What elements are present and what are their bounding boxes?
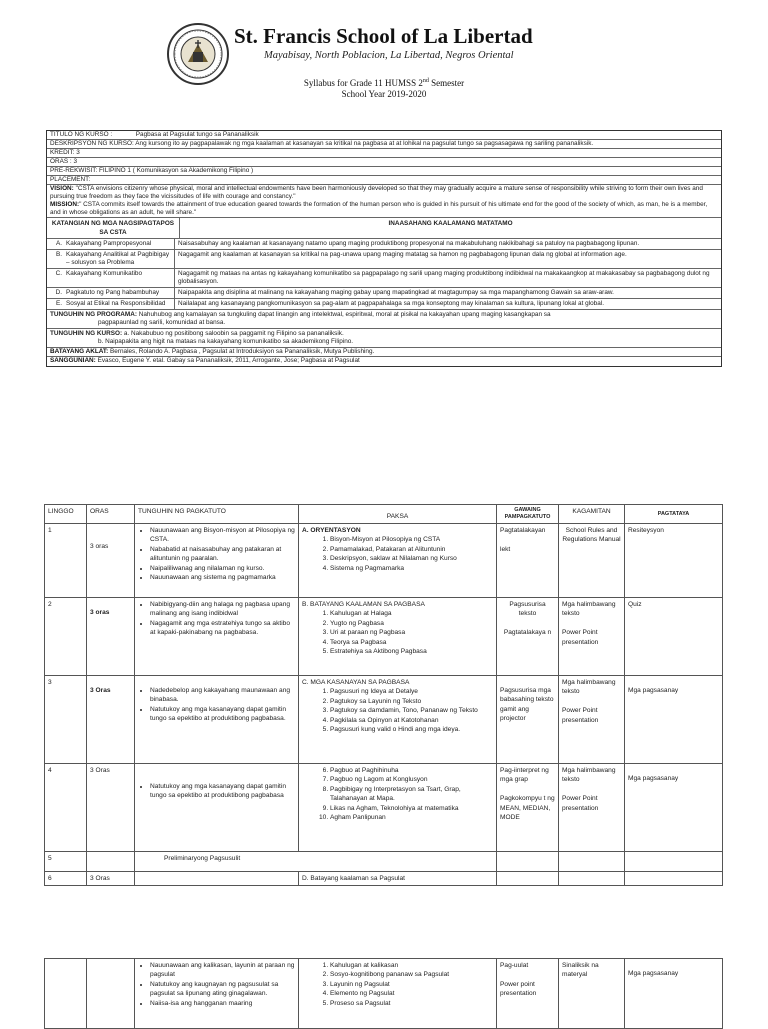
inaasahan-header: INAASAHANG KAALAMANG MATATAMO [388,220,513,227]
paksa-item: 3. Pagtukoy sa damdamin, Tono, Pananaw ng Teksto [330,706,493,715]
oras-cell: 3 Oras [87,872,135,886]
katangian-row [47,288,721,299]
paksa-cell [299,598,497,676]
pagtataya-value: Mga pagsasanay [628,687,679,694]
paksa-item: 3. Layunin ng Pagsulat [330,980,493,989]
oras-cell [87,524,135,598]
linggo-cell: 1 [45,524,87,598]
katangian-label: Kakayahang Pampropesyonal [66,240,152,247]
katangian-header-row [47,218,721,239]
schedule-row [45,598,723,676]
titulo-label: TITULO NG KURSO : [50,131,113,138]
paksa-item: 2. Sosyo-kognitibong pananaw sa Pagsulat [330,970,493,979]
gawain-value: Pagsusurisa mga babasahing teksto gamit ang projector [500,687,554,723]
katangian-label: Kakayahang Analitikal at Pagbibigay – solusyon sa Problema [66,251,170,266]
deskripsyon-value: Ang kursong ito ay pagpapalawak ng mga kaalaman at kasanayan sa kritikal na pagbasa at at lohikal na pagsulat tungo sa pagsasagawa ng sariling pananaliksik. [135,140,594,147]
katangian-letter: B. [55,251,62,258]
paksa-item: 6. Pagbuo at Paghihinuha [330,766,493,775]
prelim-cell [135,852,497,872]
pagtataya-cell: Quiz [625,598,723,676]
paksa-cell [299,764,497,852]
batayang-aklat-value: Bernales, Rolando A. Pagbasa , Pagsulat at Introduksiyon sa Pananaliksik, Mutya Publishing. [110,348,375,355]
tunguhin-item: • Nauunawaan ang kalikasan, layunin at paraan ng pagsulat [150,961,295,980]
schedule-row [45,676,723,764]
kagamitan-header: KAGAMITAN [559,505,625,524]
tunguhin-item: • Nabibigyang-diin ang halaga ng pagbasa upang malinang ang isang indibidwal [150,600,295,619]
paksa-item: 4. Sistema ng Pagmamarka [330,564,493,573]
oras-cell [87,676,135,764]
paksa-item: 2. Yugto ng Pagbasa [330,619,493,628]
tunguhin-item: • Nauunawaan ang Bisyon-misyon at Pilosopiya ng CSTA. [150,526,295,545]
kagamitan-cell [559,852,625,872]
prerekwisit-label: PRE-REKWISIT: [50,167,98,174]
paksa-item: 9. Likas na Agham, Teknolohiya at matematika [330,804,493,813]
katangian-letter: D. [55,289,62,296]
tunguhin-kurso-label: TUNGUHIN NG KURSO: [50,330,123,337]
oras-cell [87,852,135,872]
placement-row: PLACEMENT: [47,176,721,185]
tunguhin-programa-line: Nahuhubog ang kamalayan sa tungkuling dapat linangin ang intelektwal, espiritwal, moral at pisikal na kakayahan upang maging kasangkapan sa [138,311,551,318]
tunguhin-programa-line: pagpapaunlad ng sarili, komunidad at bansa. [98,319,226,326]
tunguhin-cell [135,524,299,598]
katangian-row [47,239,721,250]
katangian-row [47,250,721,269]
pagtataya-header: PAGTATAYA [625,505,723,524]
linggo-cell [45,959,87,1029]
paksa-item: 10. Agham Panlipunan [330,813,493,822]
tunguhin-item: • Natutukoy ang kaugnayan ng pagsusulat sa pagsulat sa lipunang ating ginagalawan. [150,980,295,999]
tunguhin-item: • Naipaliliwanag ang nilalaman ng kurso. [150,564,295,573]
tunguhin-cell [135,676,299,764]
sanggunian-row [47,357,721,366]
paksa-item: 4. Teorya sa Pagbasa [330,638,493,647]
inaasahan-text: Naisasabuhay ang kaalaman at kasanayang natamo upang maging produktibong propesyonal na makabuluhang nakikibahagi sa patuloy na pagbabagong lipunan. [178,240,640,247]
oras-cell [87,598,135,676]
mission-text [50,201,718,217]
paksa-heading: B. BATAYANG KAALAMAN SA PAGBASA [302,601,425,608]
schedule-row [45,872,723,886]
tunguhin-cell [135,598,299,676]
pagtataya-cell [625,676,723,764]
tunguhin-kurso-line: b. Naipapakita ang higit na mataas na kakayahang komunikatibo sa akademikong Filipino. [98,338,354,345]
paksa-cell: D. Batayang kaalaman sa Pagsulat [299,872,497,886]
schedule-row [45,524,723,598]
paksa-header: PAKSA [299,505,497,524]
sanggunian-label: SANGGUNIAN: [50,357,96,364]
vision-label: VISION: [50,185,74,192]
inaasahan-text: Naipapakita ang disiplina at malinang na kakayahang maging gabay upang mapatingkad at magtagumpay sa mga mapanghamong Gawain sa araw-araw. [178,289,614,296]
paksa-item: 3. Uri at paraan ng Pagbasa [330,628,493,637]
gawain-cell: Pag-iinterpret ng mga grap Pagkokompyu t ng MEAN, MEDIAN, MODE [497,764,559,852]
katangian-list [47,239,721,310]
school-address: Mayabisay, North Poblacion, La Libertad, Negros Oriental [264,50,514,61]
schedule-table [44,504,723,886]
linggo-cell: 3 [45,676,87,764]
linggo-header: LINGGO [45,505,87,524]
pagtataya-value: Mga pagsasanay [628,970,679,977]
tunguhin-item: • Nadedebelop ang kakayahang maunawaan ang binabasa. [150,686,295,705]
tunguhin-cell [135,764,299,852]
paksa-item: 7. Pagbuo ng Lagom at Konglusyon [330,775,493,784]
schedule-continuation-table [44,958,723,1029]
kagamitan-cell: School Rules and Regulations Manual [559,524,625,598]
linggo-cell: 5 [45,852,87,872]
paksa-item: 4. Elemento ng Pagsulat [330,989,493,998]
paksa-heading: A. ORYENTASYON [302,527,361,534]
deskripsyon-label: DESKRIPSYON NG KURSO: [50,140,134,147]
syllabus-title-suffix: Semester [428,78,465,88]
tunguhin-item: • Naiisa-isa ang hangganan maaring [150,999,295,1008]
gawain-cell: Pagtatalakayan lekt [497,524,559,598]
tunguhin-cell [135,872,299,886]
schedule-header-row [45,505,723,524]
pagtataya-value: Mga pagsasanay [628,775,679,782]
kagamitan-cell: Mga halimbawang teksto Power Point presentation [559,764,625,852]
pagtataya-cell [625,764,723,852]
inaasahan-text: Nailalapat ang kasanayang pangkomunikasyon sa pag-alam at pagpapahalaga sa mga konseptong may kinalaman sa kultura, lipunang lokal at global. [178,300,604,307]
katangian-letter: E. [55,300,62,307]
tunguhin-cell [135,959,299,1029]
oras-row: ORAS : 3 [47,158,721,167]
school-seal-logo [166,22,230,86]
school-year: School Year 2019-2020 [341,89,427,99]
paksa-cell [299,676,497,764]
paksa-item: 1. Bisyon-Misyon at Pilosopiya ng CSTA [330,535,493,544]
oras-value: 3 oras [90,609,110,616]
paksa-item: 5. Estratehiya sa Aktibong Pagbasa [330,647,493,656]
titulo-value: Pagbasa at Pagsulat tungo sa Pananaliksik [135,131,259,138]
gawain-cell [497,676,559,764]
gawain-cell: Pag-uulat Power point presentation [497,959,559,1029]
paksa-item: 5. Proseso sa Pagsulat [330,999,493,1008]
katangian-letter: A. [55,240,62,247]
prerekwisit-value: FILIPINO 1 ( Komunikasyon sa Akademikong Filipino ) [99,167,254,174]
inaasahan-text: Nagagamit ng mataas na antas ng kakayahang komunikatibo sa pagpapalago ng sarili upang maging produktibong indibidwal na makakaangkop at makakasabay sa pagbabagong dulot ng globalisasyon. [178,270,710,285]
tunguhin-programa-row [47,310,721,329]
syllabus-title-sup: nd [422,78,429,84]
gawain-cell [497,852,559,872]
tunguhin-header: TUNGUHIN NG PAGKATUTO [135,505,299,524]
paksa-cell [299,959,497,1029]
vision-text [50,185,718,201]
katangian-label: Sosyal at Etikal na Responsibilidad [66,300,166,307]
vision-mission-row [47,185,721,218]
paksa-cell [299,524,497,598]
course-info-table [46,130,722,367]
tunguhin-item: • Natutukoy ang mga kasanayang dapat gamitin tungo sa epektibo at produktibong pagbabasa [150,782,295,801]
schedule-row [45,959,723,1029]
paksa-item: 3. Deskripsyon, saklaw at Nilalaman ng Kurso [330,554,493,563]
oras-value: 3 oras [90,543,109,550]
batayang-aklat-label: BATAYANG AKLAT: [50,348,109,355]
inaasahan-text: Nagagamit ang kaalaman at kasanayan sa kritikal na pag-unawa upang maging matatag sa hamon ng pagbabagong lipunan dala ng global at information age. [178,251,627,258]
tunguhin-item: • Nagagamit ang mga estratehiya tungo sa aktibo at kapaki-pakinabang na pagbabasa. [150,619,295,638]
katangian-header: KATANGIAN NG MGA NAGSIPAGTAPOS SA CSTA [47,218,180,238]
pagtataya-cell [625,959,723,1029]
gawain-cell [497,872,559,886]
katangian-label: Kakayahang Komunikatibo [66,270,143,277]
oras-value: 3 Oras [90,687,111,694]
syllabus-title-text: Syllabus for Grade 11 HUMSS 2 [303,78,423,88]
tunguhin-kurso-row [47,329,721,348]
vision-value: "CSTA envisions citizenry whose physical, moral and intellectual endowments have been harmoniously developed so that they may gradually acquire a mature sense of responsibility while striving to form their own lives and pursuing true freedom as they face the vicissitudes of life with courage and constancy." [50,185,703,200]
katangian-letter: C. [55,270,62,277]
tunguhin-item: • Natutukoy ang mga kasanayang dapat gamitin tungo sa epektibo at produktibong pagbabasa. [150,705,295,724]
titulo-row [47,131,721,140]
linggo-cell: 2 [45,598,87,676]
katangian-row [47,299,721,310]
paksa-item: 8. Pagbibigay ng Interpretasyon sa Tsart, Grap, Talahanayan at Mapa. [330,785,493,804]
prerekwisit-row [47,167,721,176]
schedule-row [45,764,723,852]
paksa-item: 2. Pagtukoy sa Layunin ng Teksto [330,697,493,706]
paksa-item: 4. Pagkilala sa Opinyon at Katotohanan [330,716,493,725]
linggo-cell: 6 [45,872,87,886]
tunguhin-item: • Nauunawaan ang sistema ng pagmamarka [150,573,295,582]
kagamitan-cell: Sinaliksik na materyal [559,959,625,1029]
paksa-heading: C. MGA KASANAYAN SA PAGBASA [302,679,410,686]
pagtataya-cell: Resiteysyon [625,524,723,598]
deskripsyon-row [47,140,721,149]
oras-header: ORAS [87,505,135,524]
katangian-row [47,269,721,288]
paksa-item: 2. Pamamalakad, Patakaran at Alituntunin [330,545,493,554]
paksa-item: 1. Kahulugan at Halaga [330,609,493,618]
katangian-label: Pagkatuto ng Pang habambuhay [66,289,160,296]
tunguhin-kurso-line: a. Nakabubuo ng positibong saloobin sa paggamit ng Filipino sa pananaliksik. [123,330,344,337]
linggo-cell: 4 [45,764,87,852]
mission-label: MISSION: [50,201,80,208]
gawain-header: GAWAING PAMPAGKATUTO [497,505,559,524]
oras-cell [87,959,135,1029]
paksa-item: 1. Pagsusuri ng Ideya at Detalye [330,687,493,696]
kredit-row: KREDIT: 3 [47,149,721,158]
prelim-text: Preliminaryong Pagsusulit [164,855,241,862]
mission-value: " CSTA commits itself towards the attainment of true education geared towards the formation of the human person who is guided in his pursuit of his ultimate end for the good of the society of which, as man, he is a member, and in whose obligations as an adult, he will share." [50,201,708,216]
sanggunian-value: Evasco, Eugene Y. etal. Gabay sa Pananaliksik, 2011, Arrogante, Jose; Pagbasa at Pagsulat [97,357,360,364]
school-name: St. Francis School of La Libertad [234,24,533,48]
kagamitan-cell: Mga halimbawang teksto Power Point presentation [559,598,625,676]
tunguhin-programa-label: TUNGUHIN NG PROGRAMA: [50,311,137,318]
paksa-item: 1. Kahulugan at kalikasan [330,961,493,970]
kagamitan-cell [559,872,625,886]
oras-cell: 3 Oras [87,764,135,852]
syllabus-title [0,78,768,88]
pagtataya-cell [625,872,723,886]
paksa-item: 5. Pagsusuri kung valid o Hindi ang mga ideya. [330,725,493,734]
gawain-cell: Pagsusurisa teksto Pagtatalakaya n [497,598,559,676]
schedule-row [45,852,723,872]
tunguhin-item: • Nababatid at naisasabuhay ang patakaran at alituntunin ng paaralan. [150,545,295,564]
batayang-aklat-row [47,348,721,357]
kagamitan-cell: Mga halimbawang teksto Power Point presentation [559,676,625,764]
pagtataya-cell [625,852,723,872]
